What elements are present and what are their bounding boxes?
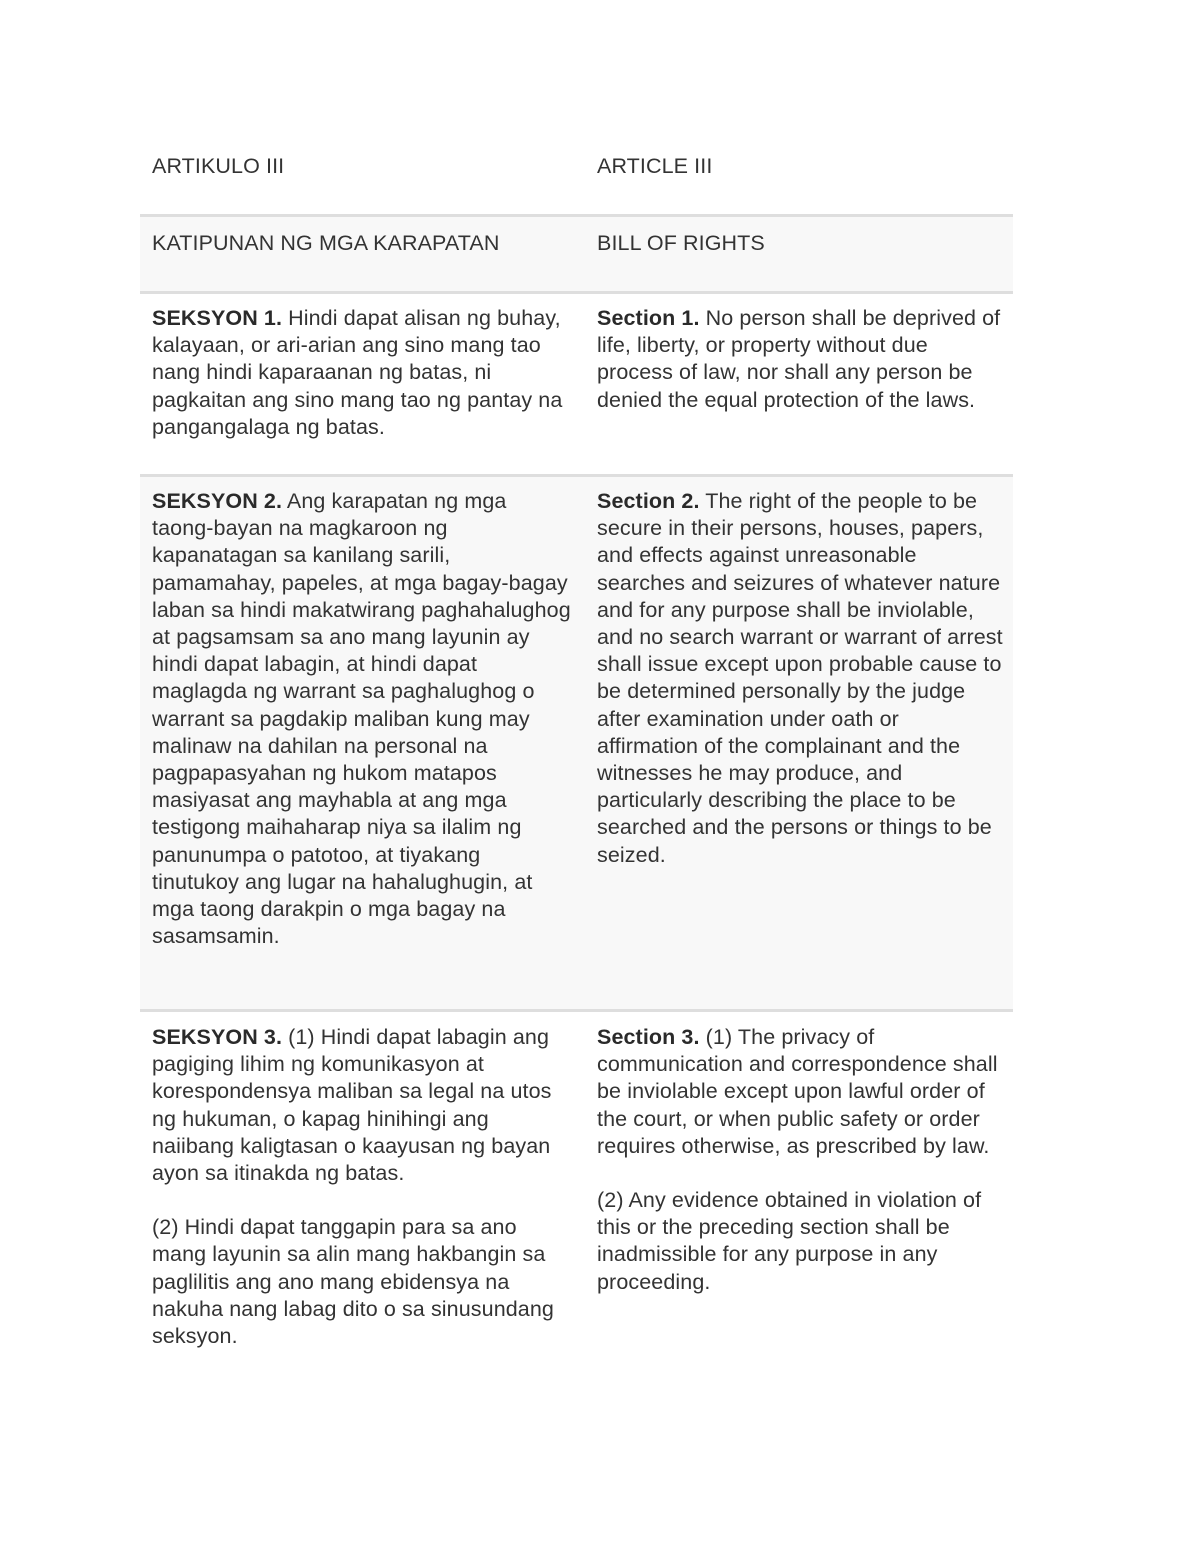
section-2-body: The right of the people to be secure in their persons, houses, papers, and effects against unreasonable searches and seizures of whatever nature and for any purpose shall be inviolable, and no search warrant or warrant of arrest shall issue except upon probable cause to be determined personally by the judge after examination under oath or affirmation of the complainant and the witnesses he may produce, and particularly describing the place to be searched and the persons or things to be seized. [597, 489, 1003, 867]
title-english: ARTICLE III [597, 154, 713, 178]
section-3-body-1: (1) The privacy of communication and correspondence shall be inviolable except upon lawful order of the court, or when public safety or order requires otherwise, as prescribed by law. [597, 1025, 998, 1158]
title-row [140, 140, 1013, 214]
section-1-row [140, 291, 1013, 474]
seksyon-3-paragraph-2: (2) Hindi dapat tanggapin para sa ano mang layunin sa alin mang hakbangin sa paglilitis ang ano mang ebidensya na nakuha nang labag dito o sa sinusundang seksyon. [152, 1215, 554, 1349]
seksyon-3-label: SEKSYON 3. [152, 1025, 283, 1049]
seksyon-3-text [140, 1012, 585, 1350]
title-filipino: ARTIKULO III [152, 154, 285, 178]
seksyon-3-body-1: (1) Hindi dapat labagin ang pagiging lihim ng komunikasyon at korespondensya maliban sa legal na utos ng hukuman, o kapag hinihingi ang naiibang kaligtasan o kaayusan ng bayan ayon sa itinakda ng batas. [152, 1025, 552, 1186]
subtitle-row [140, 214, 1013, 291]
seksyon-1-body: Hindi dapat alisan ng buhay, kalayaan, or ari-arian ang sino mang tao nang hindi kaparaanan ng batas, ni pagkaitan ang sino mang tao ng pantay na pangangalaga ng batas. [152, 306, 563, 439]
section-3-paragraph-2: (2) Any evidence obtained in violation of this or the preceding section shall be inadmissible for any purpose in any proceeding. [597, 1188, 982, 1294]
seksyon-2-body: Ang karapatan ng mga taong-bayan na magkaroon ng kapanatagan sa kanilang sarili, pamamahay, papeles, at mga bagay-bagay laban sa hindi makatwirang paghahalughog at pagsamsam sa ano mang layunin ay hindi dapat labagin, at hindi dapat maglagda ng warrant sa paghalughog o warrant sa pagdakip maliban kung may malinaw na dahilan na personal na pagpapasyahan ng hukom matapos masiyasat ang mayhabla at ang mga testigong maihaharap niya sa ilalim ng panunumpa o patotoo, at tiyakang tinutukoy ang lugar na hahalughugin, at mga taong darakpin o mga bagay na sasamsamin. [152, 489, 571, 949]
section-3-text [585, 1012, 1013, 1350]
subtitle-filipino: KATIPUNAN NG MGA KARAPATAN [152, 231, 500, 255]
seksyon-2-label: SEKSYON 2. [152, 489, 283, 513]
seksyon-1-text [140, 294, 585, 474]
section-3-label: Section 3. [597, 1025, 700, 1049]
seksyon-2-text [140, 477, 585, 1009]
seksyon-3-paragraph-1 [152, 1024, 571, 1187]
seksyon-1-label: SEKSYON 1. [152, 306, 283, 330]
section-3-paragraph-1 [597, 1024, 1003, 1160]
section-2-text [585, 477, 1013, 1009]
section-1-body: No person shall be deprived of life, liberty, or property without due process of law, nor shall any person be denied the equal protection of the laws. [597, 306, 1001, 412]
section-3-row [140, 1009, 1013, 1350]
subtitle-english: BILL OF RIGHTS [597, 231, 765, 255]
bill-of-rights-table [140, 140, 1013, 1350]
section-2-row [140, 474, 1013, 1009]
section-1-label: Section 1. [597, 306, 700, 330]
section-2-label: Section 2. [597, 489, 700, 513]
section-1-text [585, 294, 1013, 474]
